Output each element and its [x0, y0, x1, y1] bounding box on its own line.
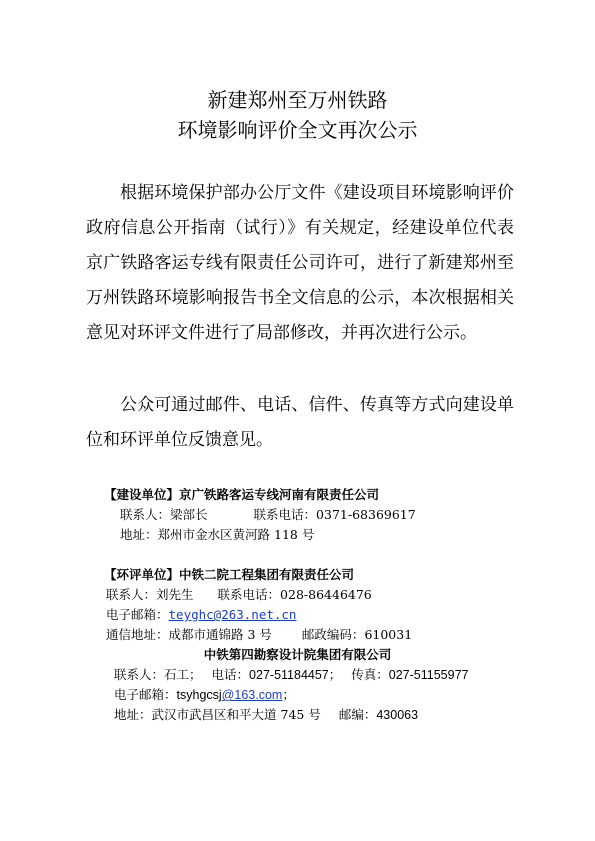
eia-unit-label: 【环评单位】: [104, 567, 180, 582]
eia-unit-name: 中铁二院工程集团有限责任公司: [179, 567, 355, 582]
email-link[interactable]: teyghc@263.net.cn: [168, 607, 297, 622]
feedback-paragraph: 公众可通过邮件、电话、信件、传真等方式向建设单位和环评单位反馈意见。: [86, 395, 514, 450]
phone-label: 联系电话：: [253, 507, 317, 522]
postcode-value: 430063: [376, 708, 419, 722]
construction-unit-label: 【建设单位】: [104, 487, 180, 502]
email-suffix: ；: [282, 687, 295, 702]
address-label: 地址：: [120, 527, 158, 542]
contact-name: 梁部长: [170, 507, 208, 522]
contact-name: 石工；: [164, 667, 202, 682]
email-prefix: tsyhgcsj: [176, 688, 222, 702]
contact-name: 刘先生: [156, 587, 194, 602]
announcement-paragraph: 根据环境保护部办公厅文件《建设项目环境影响评价政府信息公开指南（试行）》有关规定，经建设单位代表京广铁路客运专线有限责任公司许可，进行了新建郑州至万州铁路环境影响报告书全文信息的公示，本次根据相关意见对环评文件进行了局部修改，并再次进行公示。: [86, 183, 514, 343]
address-label: 通信地址：: [106, 627, 169, 642]
fax-label: 传真：: [351, 667, 389, 682]
eia-unit2-heading: 中铁第四勘察设计院集团有限公司: [203, 647, 392, 662]
construction-unit-contact-line: [120, 506, 416, 524]
phone-number: 027-51184457；: [249, 668, 342, 682]
postcode-value: 610031: [364, 627, 413, 642]
email-label: 电子邮箱：: [114, 687, 177, 702]
eia-unit-heading: [104, 566, 354, 584]
phone-number: 028-86446476: [280, 587, 372, 602]
eia-unit-contact-line: [106, 586, 372, 604]
address-value: 成都市通锦路 3 号: [168, 627, 272, 642]
eia-unit2-address-line: [114, 706, 418, 724]
email-link[interactable]: @163.com: [221, 688, 283, 702]
phone-label: 电话：: [211, 667, 250, 682]
address-label: 地址：: [114, 707, 152, 722]
fax-number: 027-51155977: [388, 668, 469, 682]
email-label: 电子邮箱：: [106, 607, 169, 622]
page-title-line1: 新建郑州至万州铁路: [207, 88, 388, 112]
construction-unit-address-line: [120, 526, 314, 544]
postcode-label: 邮编：: [338, 707, 377, 722]
eia-unit2-email-line: [114, 686, 295, 704]
phone-number: 0371-68369617: [316, 507, 416, 522]
contact-label: 联系人：: [114, 667, 165, 682]
address-value: 郑州市金水区黄河路 118 号: [157, 527, 315, 542]
eia-unit-address-line: [106, 626, 412, 644]
contact-label: 联系人：: [120, 507, 171, 522]
eia-unit-email-line: [106, 606, 296, 624]
postcode-label: 邮政编码：: [301, 627, 365, 642]
address-value: 武汉市武昌区和平大道 745 号: [151, 707, 321, 722]
eia-unit2-contact-line: [114, 666, 469, 684]
contact-label: 联系人：: [106, 587, 157, 602]
construction-unit-heading: [104, 486, 379, 504]
construction-unit-name: 京广铁路客运专线河南有限责任公司: [179, 487, 380, 502]
page-title-line2: 环境影响评价全文再次公示: [177, 118, 418, 142]
phone-label: 联系电话：: [217, 587, 281, 602]
